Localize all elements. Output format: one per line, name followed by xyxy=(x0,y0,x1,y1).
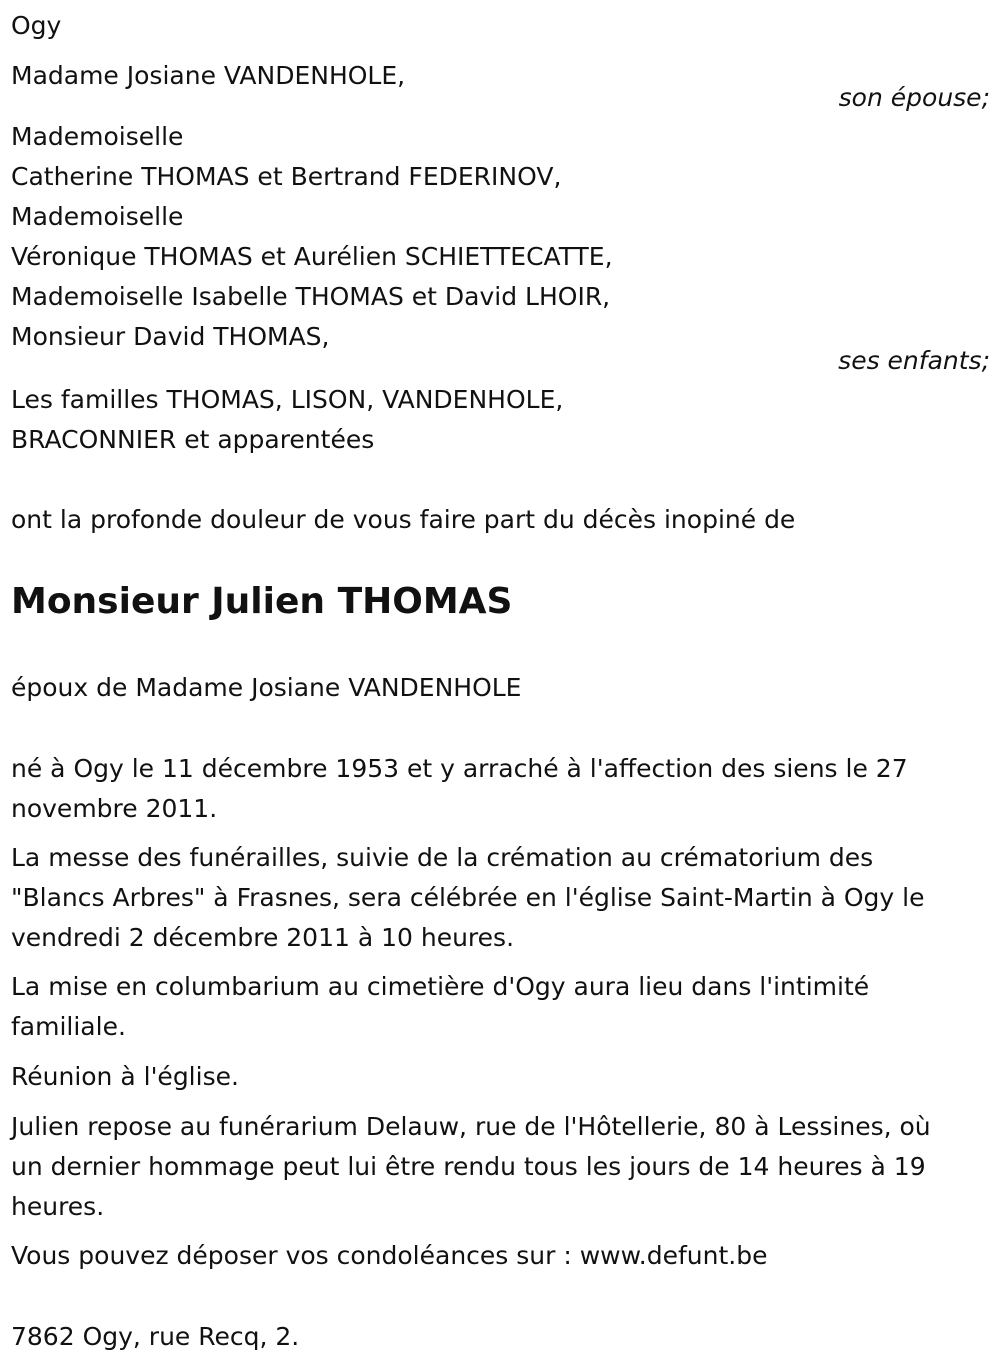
spouse-of-text: époux de Madame Josiane VANDENHOLE xyxy=(11,673,522,702)
funeral-line-2: "Blancs Arbres" à Frasnes, sera célébrée en l'église Saint-Martin à Ogy le xyxy=(11,883,925,912)
child-line-6: Monsieur David THOMAS, xyxy=(11,322,330,351)
spouse-role: son épouse; xyxy=(838,83,990,112)
child-line-5: Mademoiselle Isabelle THOMAS et David LHOIR, xyxy=(11,282,611,311)
child-line-3: Mademoiselle xyxy=(11,202,184,231)
repose-line-2: un dernier hommage peut lui être rendu tous les jours de 14 heures à 19 xyxy=(11,1152,926,1181)
columbarium-line-1: La mise en columbarium au cimetière d'Ogy aura lieu dans l'intimité xyxy=(11,972,870,1001)
families-line-1: Les familles THOMAS, LISON, VANDENHOLE, xyxy=(11,385,564,414)
birth-death-line-2: novembre 2011. xyxy=(11,794,218,823)
condolences-text: Vous pouvez déposer vos condoléances sur : www.defunt.be xyxy=(11,1241,768,1270)
child-line-2: Catherine THOMAS et Bertrand FEDERINOV, xyxy=(11,162,562,191)
repose-line-1: Julien repose au funérarium Delauw, rue de l'Hôtellerie, 80 à Lessines, où xyxy=(11,1112,931,1141)
spouse-line: Madame Josiane VANDENHOLE, xyxy=(11,61,406,90)
children-role: ses enfants; xyxy=(838,346,990,375)
announcement-text: ont la profonde douleur de vous faire part du décès inopiné de xyxy=(11,505,796,534)
reunion-text: Réunion à l'église. xyxy=(11,1062,239,1091)
location-text: Ogy xyxy=(11,11,62,40)
birth-death-line-1: né à Ogy le 11 décembre 1953 et y arraché à l'affection des siens le 27 xyxy=(11,754,908,783)
funeral-line-1: La messe des funérailles, suivie de la crémation au crématorium des xyxy=(11,843,874,872)
funeral-line-3: vendredi 2 décembre 2011 à 10 heures. xyxy=(11,923,515,952)
child-line-1: Mademoiselle xyxy=(11,122,184,151)
repose-line-3: heures. xyxy=(11,1192,105,1221)
columbarium-line-2: familiale. xyxy=(11,1012,126,1041)
deceased-name: Monsieur Julien THOMAS xyxy=(11,581,513,622)
address-text: 7862 Ogy, rue Recq, 2. xyxy=(11,1322,300,1351)
child-line-4: Véronique THOMAS et Aurélien SCHIETTECATTE, xyxy=(11,242,613,271)
families-line-2: BRACONNIER et apparentées xyxy=(11,425,375,454)
